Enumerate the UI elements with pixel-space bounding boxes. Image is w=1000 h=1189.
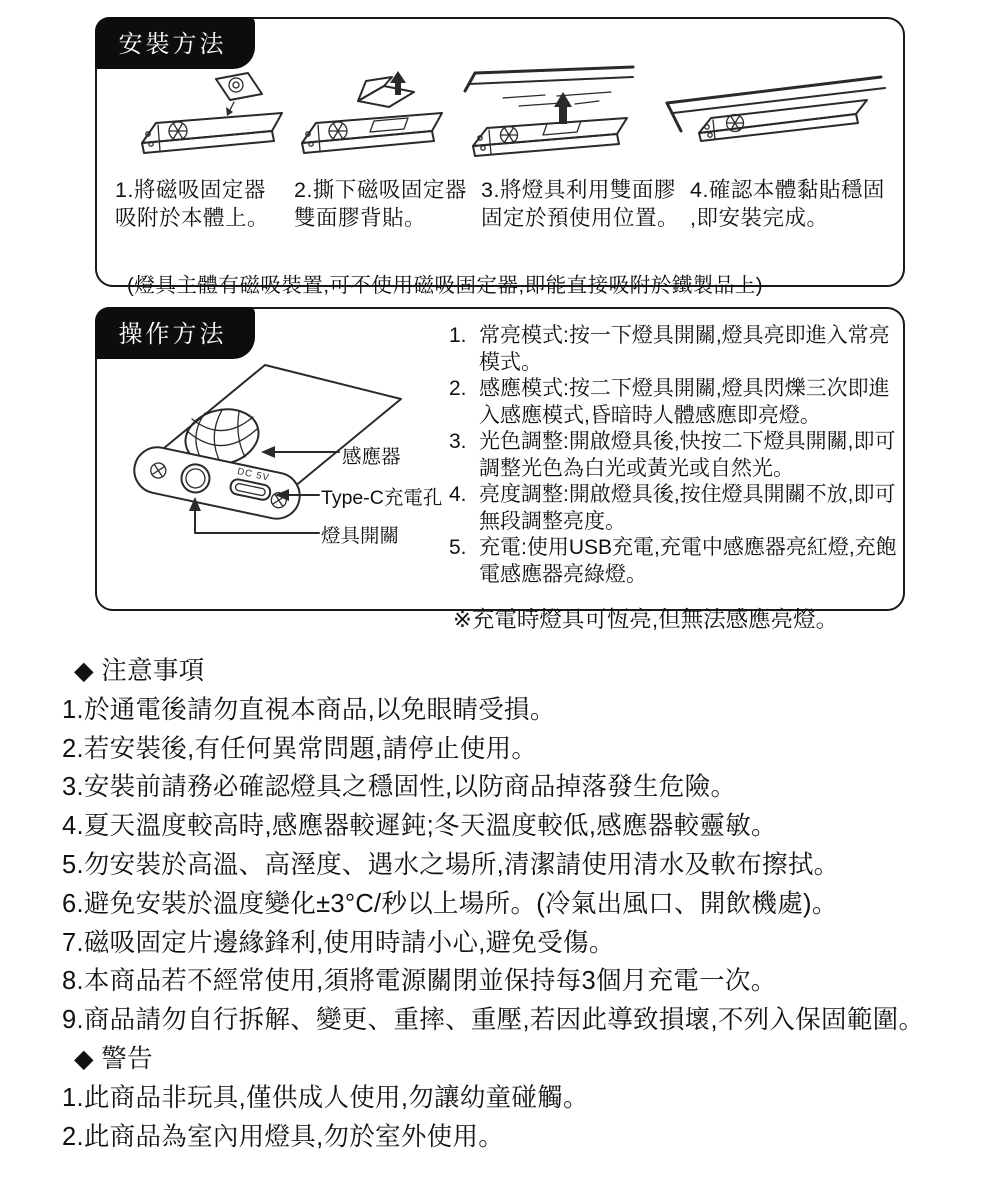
step2-caption-line2: 雙面膠背貼。: [294, 206, 427, 230]
notice-item: 7.磁吸固定片邊緣鋒利,使用時請小心,避免受傷。: [62, 928, 615, 957]
notice-item: 2.若安裝後,有任何異常問題,請停止使用。: [62, 734, 538, 763]
operation-item: [449, 376, 905, 429]
item-number: 1.: [449, 324, 467, 347]
notice-item: 6.避免安裝於溫度變化±3°C/秒以上場所。(冷氣出風口、開飲機處)。: [62, 889, 838, 918]
notices-heading: ◆ 注意事項: [74, 657, 205, 685]
item-number: 5.: [449, 536, 467, 559]
light-switch-label: 燈具開關: [321, 525, 400, 547]
sensor-label: 感應器: [342, 446, 401, 468]
step1-illustration: [132, 71, 292, 176]
step4-caption: [690, 176, 885, 232]
item-text: 光色調整:開啟燈具後,快按二下燈具開關,即可調整光色為白光或黃光或自然光。: [479, 430, 896, 480]
notice-item: 8.本商品若不經常使用,須將電源關閉並保持每3個月充電一次。: [62, 967, 777, 996]
install-note: (燈具主體有磁吸裝置,可不使用磁吸固定器,即能直接吸附於鐵製品上): [127, 273, 764, 297]
sensor-leader-line: [261, 446, 339, 458]
item-number: 3.: [449, 430, 467, 453]
device-diagram: [117, 349, 452, 594]
install-title: 安裝方法: [118, 30, 227, 58]
step2-illustration: [292, 71, 452, 176]
up-arrow-icon: [554, 92, 572, 124]
operation-title: 操作方法: [118, 320, 227, 348]
item-text: 亮度調整:開啟燈具後,按住燈具開關不放,即可無段調整亮度。: [479, 483, 896, 533]
step1-caption-line2: 吸附於本體上。: [115, 206, 270, 230]
step4-caption-line2: ,即安裝完成。: [690, 206, 829, 230]
step1-caption-line1: 1.將磁吸固定器: [115, 178, 266, 202]
item-text: 感應模式:按二下燈具開關,燈具閃爍三次即進入感應模式,昏暗時人體感應即亮燈。: [479, 377, 890, 427]
notice-item: 3.安裝前請務必確認燈具之穩固性,以防商品掉落發生危險。: [62, 773, 737, 802]
notice-item: 5.勿安裝於高溫、高溼度、遇水之場所,清潔請使用清水及軟布擦拭。: [62, 850, 840, 879]
port-marking: DC 5V: [236, 466, 271, 484]
step1-caption: [115, 176, 269, 232]
warning-item: 2.此商品為室內用燈具,勿於室外使用。: [62, 1122, 505, 1151]
item-text: 充電:使用USB充電,充電中感應器亮紅燈,充飽電感應器亮綠燈。: [479, 536, 897, 586]
operation-section: [95, 307, 905, 632]
operation-item: [449, 482, 905, 535]
step4-caption-line1: 4.確認本體黏貼穩固: [690, 178, 885, 202]
type-c-port-label: Type-C充電孔: [321, 487, 443, 509]
step3-caption: [481, 176, 679, 232]
step3-caption-line1: 3.將燈具利用雙面膠: [481, 178, 676, 202]
install-title-tab: [95, 17, 255, 69]
item-number: 4.: [449, 483, 467, 506]
charging-note: ※充電時燈具可恆亮,但無法感應亮燈。: [453, 606, 839, 632]
notice-item: 9.商品請勿自行拆解、變更、重摔、重壓,若因此導致損壞,不列入保固範圍。: [62, 1006, 925, 1035]
step3-illustration: [459, 64, 639, 179]
notices-section: [62, 652, 980, 1156]
operation-list: [449, 323, 905, 588]
step3-caption-line2: 固定於預使用位置。: [481, 206, 680, 230]
step4-illustration: [659, 69, 889, 177]
up-arrow-icon: [390, 71, 406, 95]
warnings-heading: ◆ 警告: [74, 1044, 153, 1073]
notice-item: 4.夏天溫度較高時,感應器較遲鈍;冬天溫度較低,感應器較靈敏。: [62, 812, 777, 841]
install-section: [95, 17, 905, 297]
item-text: 常亮模式:按一下燈具開關,燈具亮即進入常亮模式。: [479, 324, 890, 374]
item-number: 2.: [449, 377, 467, 400]
operation-item: [449, 535, 905, 588]
step2-caption-line1: 2.撕下磁吸固定器: [294, 178, 467, 202]
notice-item: 1.於通電後請勿直視本商品,以免眼睛受損。: [62, 695, 556, 724]
step2-caption: [294, 176, 467, 232]
warning-item: 1.此商品非玩具,僅供成人使用,勿讓幼童碰觸。: [62, 1083, 589, 1112]
operation-item: [449, 429, 905, 482]
operation-item: [449, 323, 905, 376]
